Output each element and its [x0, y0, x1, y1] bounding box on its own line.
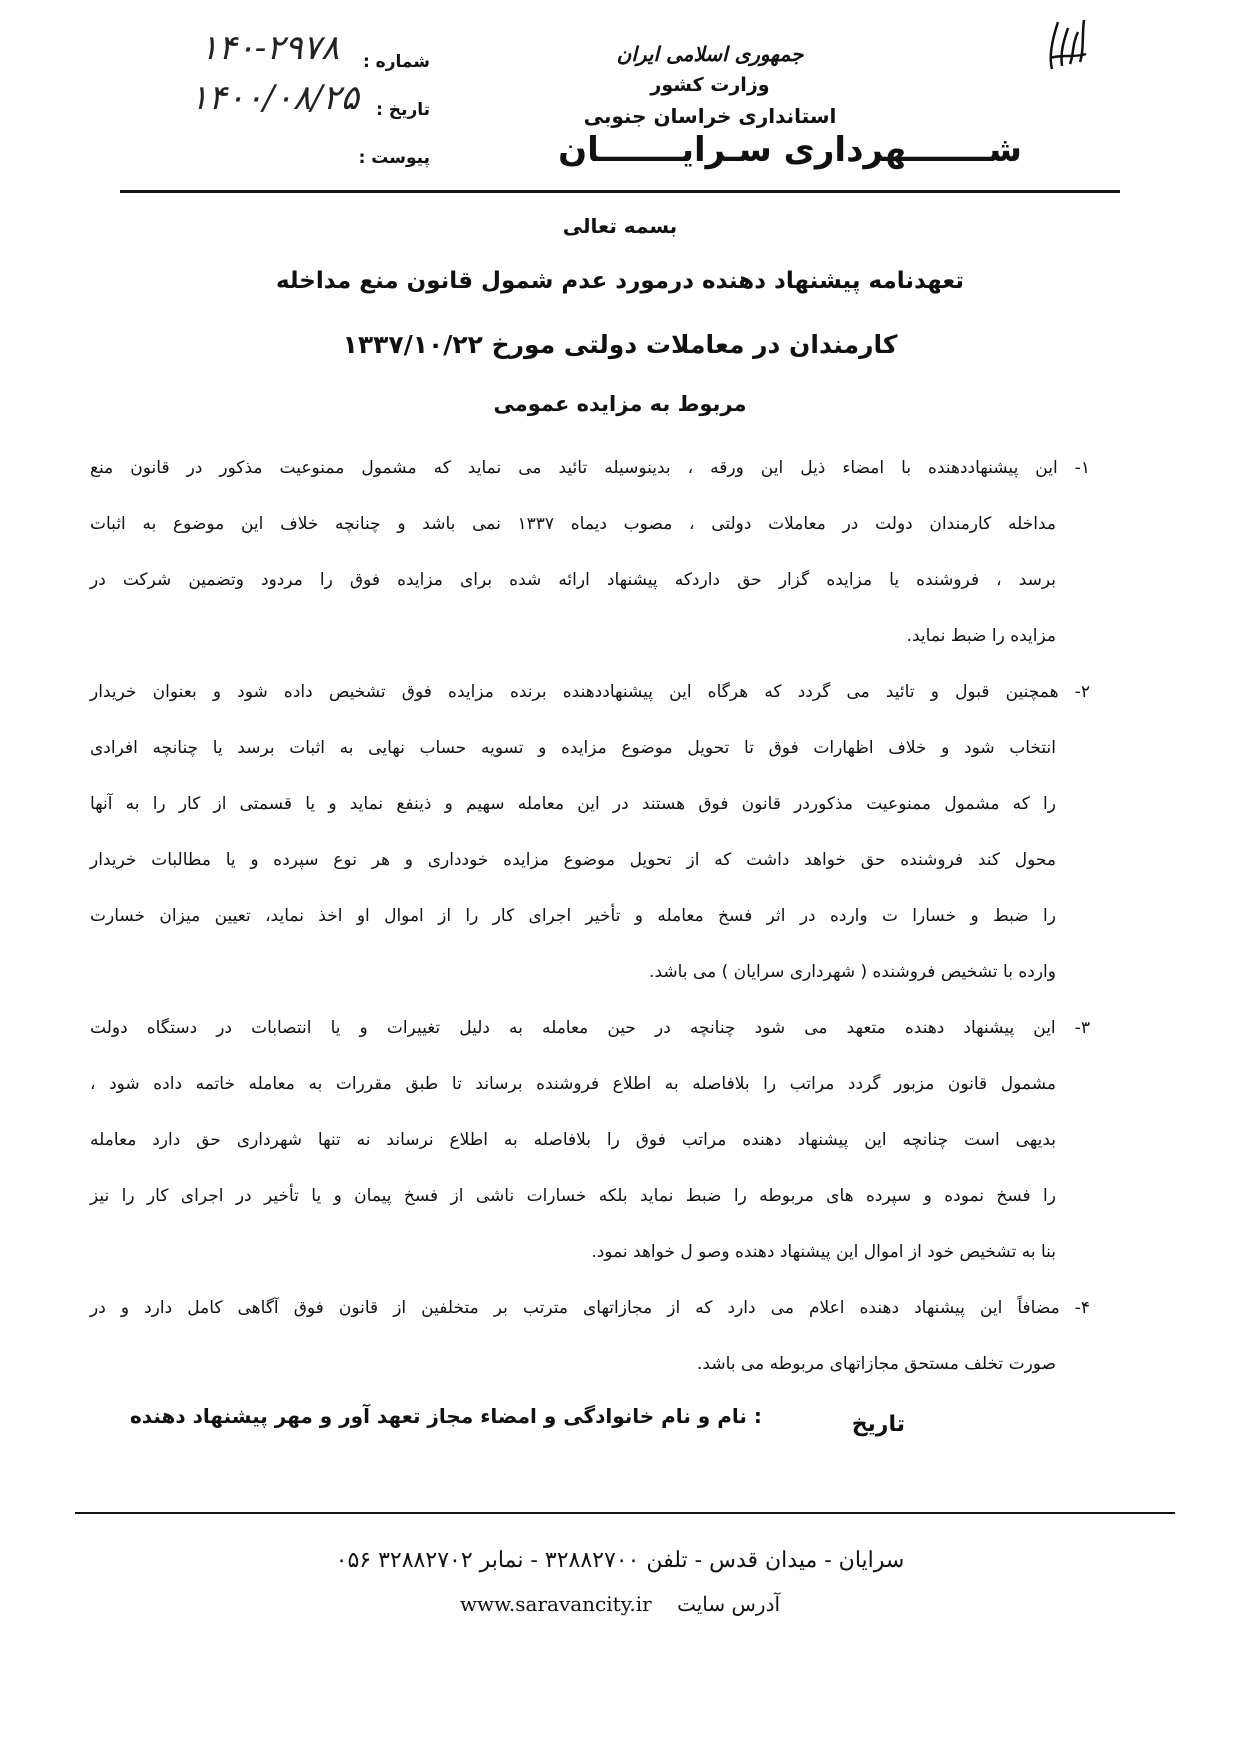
clause-3	[90, 1000, 1090, 1280]
clause-line: را فسخ نموده و سپرده های مربوطه را ضبط نماید بلکه خسارات ناشی از فسخ پیمان و یا تأخیر در اجرای کار را نیز	[90, 1186, 1056, 1206]
clause-line: ۱- این پیشنهاددهنده با امضاء ذیل این ورقه ، بدینوسیله تائید می نماید که مشمول ممنوعیت مذکور در قانون منع	[90, 458, 1090, 478]
attachment-label: پیوست :	[358, 148, 430, 168]
clauses	[90, 440, 1090, 1392]
ministry-name: وزارت کشور	[650, 74, 770, 96]
clause-line: مزایده را ضبط نماید.	[906, 626, 1056, 646]
clause-line: ۲- همچنین قبول و تائید می گردد که هرگاه این پیشنهاددهنده برنده مزایده فوق تشخیص داده شود و بعنوان خریدار	[90, 682, 1090, 702]
footer-divider	[75, 1512, 1175, 1514]
clause-line: وارده با تشخیص فروشنده ( شهرداری سرایان ) می باشد.	[649, 962, 1056, 982]
footer-address: سرایان - میدان قدس - تلفن ۳۲۸۸۲۷۰۰ - نمابر ۳۲۸۸۲۷۰۲ ۰۵۶	[335, 1548, 905, 1573]
document-title-line3: مربوط به مزایده عمومی	[493, 392, 747, 416]
document-title-line1: تعهدنامه پیشنهاد دهنده درمورد عدم شمول قانون منع مداخله	[275, 268, 965, 294]
calligraphy-logo-icon	[1044, 14, 1090, 74]
clause-line: محول کند فروشنده حق خواهد داشت که از تحویل موضوع مزایده خودداری و هر نوع سپرده و یا مطالبات خریدار	[90, 850, 1056, 870]
clause-1	[90, 440, 1090, 664]
clause-line: انتخاب شود و خلاف اظهارات فوق تا تحویل موضوع مزایده و تسویه حساب نهایی به اثبات برسد یا چنانچه افرادی	[90, 738, 1056, 758]
website-link[interactable]: www.saravancity.ir	[459, 1592, 652, 1616]
number-label: شماره :	[362, 52, 430, 72]
country-name: جمهوری اسلامی ایران	[616, 42, 804, 66]
website-label: آدرس سایت	[677, 1592, 781, 1616]
clause-line: را ضبط و خسارا ت وارده در اثر فسخ معامله و تأخیر اجرای کار را از اموال او اخذ نماید، تعیین میزان خسارت	[90, 906, 1056, 926]
clause-line: برسد ، فروشنده یا مزایده گزار حق داردکه پیشنهاد ارائه شده برای مزایده فوق را مردود وتضمین شرکت در	[90, 570, 1056, 590]
header-divider	[120, 190, 1120, 193]
clause-line: ۳- این پیشنهاد دهنده متعهد می شود چنانچه در حین معامله به دلیل تغییرات و یا انتصابات در دستگاه دولت	[90, 1018, 1090, 1038]
clause-4	[90, 1280, 1090, 1392]
clause-line: مشمول قانون مزبور گردد مراتب را بلافاصله به اطلاع فروشنده برساند تا طبق مقررات به معامله خاتمه داده شود ،	[90, 1074, 1056, 1094]
clause-line: بنا به تشخیص خود از اموال این پیشنهاد دهنده وصو ل خواهد نمود.	[591, 1242, 1056, 1262]
province-name: استانداری خراسان جنوبی	[583, 104, 837, 128]
document-title-line2: کارمندان در معاملات دولتی مورخ ۱۳۳۷/۱۰/۲۲	[342, 330, 898, 359]
date-label: تاریخ :	[376, 100, 430, 120]
clause-line: صورت تخلف مستحق مجازاتهای مربوطه می باشد.	[697, 1354, 1056, 1374]
clause-line: بدیهی است چنانچه این پیشنهاد دهنده مراتب فوق را بلافاصله به اطلاع نرساند نه تنها شهرداری حق دارد معامله	[90, 1130, 1056, 1150]
signature-name-label: : نام و نام خانوادگی و امضاء مجاز تعهد آور و مهر پیشنهاد دهنده	[130, 1404, 762, 1428]
basmala-logo	[1044, 14, 1090, 74]
letter-number: ۱۴۰-۲۹۷۸	[200, 28, 340, 68]
clause-line: را که مشمول ممنوعیت مذکوردر قانون فوق هستند در این معامله سهیم و ذینفع نماید و یا قسمتی از کار را به آنها	[90, 794, 1056, 814]
letter-date: ۱۴۰۰/۰۸/۲۵	[190, 78, 360, 118]
signature-date-label: تاریخ	[851, 1412, 905, 1437]
basmala-heading: بسمه تعالی	[562, 214, 678, 238]
municipality-name: شـــــــهرداری سـرایـــــــان	[558, 130, 1022, 170]
clause-line: ۴- مضافاً این پیشنهاد دهنده اعلام می دارد که از مجازاتهای مترتب بر متخلفین از قانون فوق آگاهی کامل دارد و در	[90, 1298, 1090, 1318]
clause-line: مداخله کارمندان دولت در معاملات دولتی ، مصوب دیماه ۱۳۳۷ نمی باشد و چنانچه خلاف این موضوع به اثبات	[90, 514, 1056, 534]
clause-2	[90, 664, 1090, 1000]
